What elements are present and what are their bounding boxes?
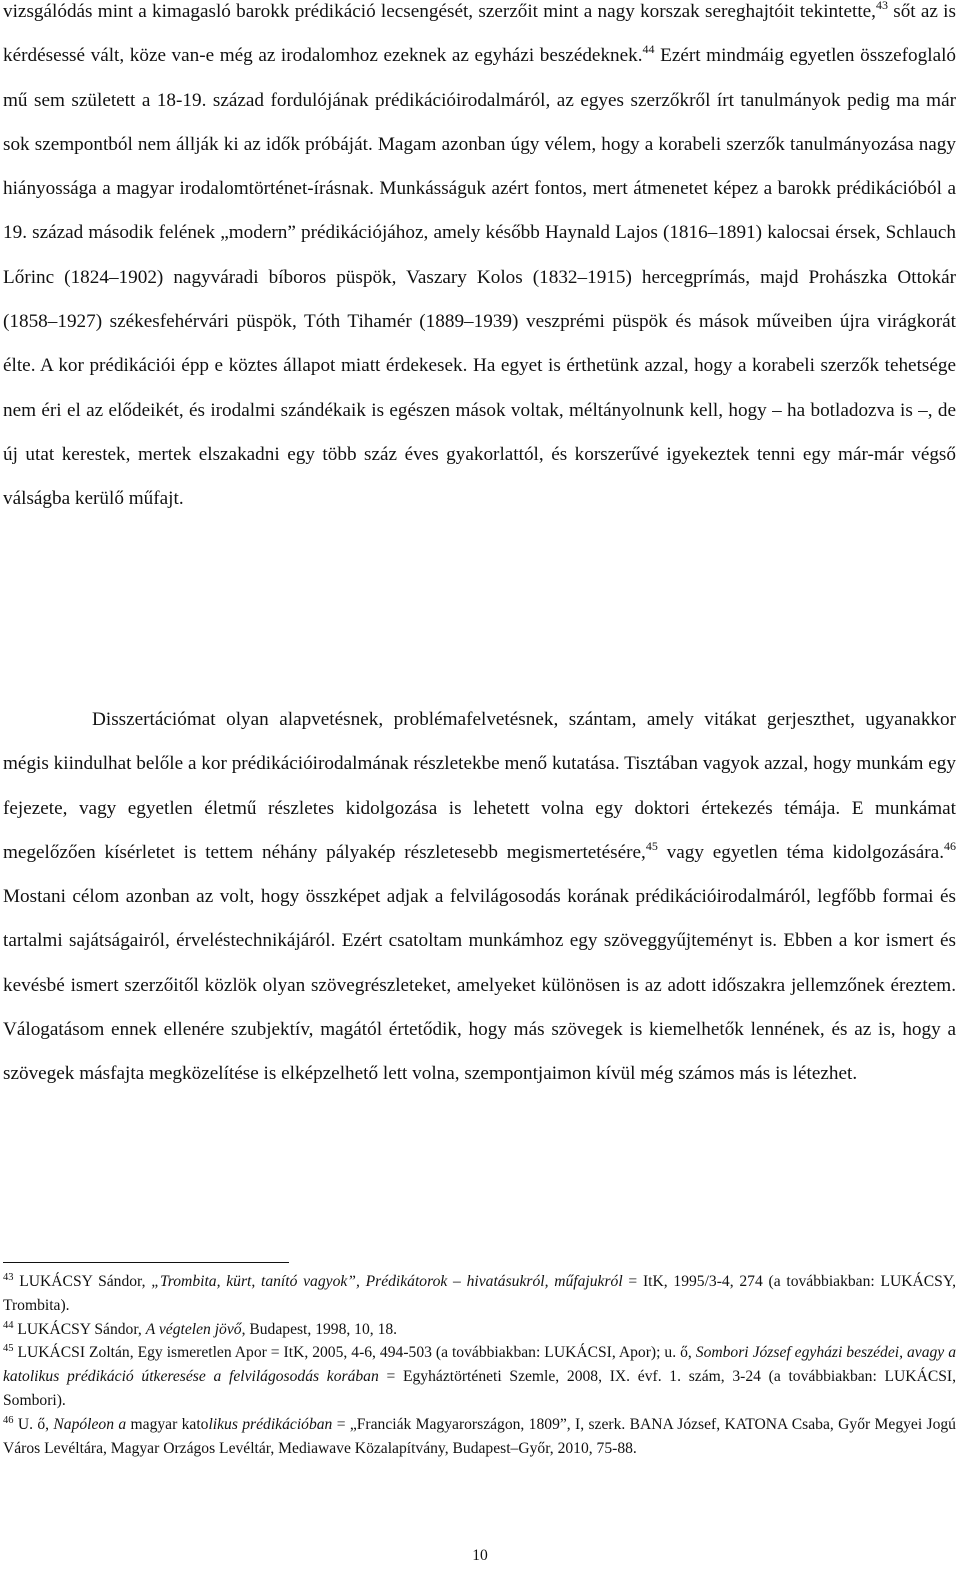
footnote-text: LUKÁCSI Zoltán, Egy ismeretlen Apor = ItK, 2005, 4-6, 494-503 (a továbbiakban: LUKÁCSI, Apor); u. ő, xyxy=(13,1344,696,1362)
footnote-ref-44[interactable]: 44 xyxy=(642,42,655,57)
footnote-title: Napóleon a xyxy=(53,1415,127,1433)
paragraph-text: Ezért mindmáig egyetlen összefoglaló mű sem született a 18-19. század fordulójának prédikációirodalmáról, az egyes szerzőkről írt tanulmányok pedig ma már sok szempontból nem állják ki az idők próbáját. Magam azonban úgy vélem, hogy a korabeli szerzők tanulmányozása nagy hiányossága a magyar irodalomtörténet-írásnak. Munkásságuk azért fontos, mert átmenetet képez a barokk prédikációból a 19. század második felének „modern” prédikációjához, amely később Haynald Lajos (1816–1891) kalocsai érsek, Schlauch Lőrinc (1824–1902) nagyváradi bíboros püspök, Vaszary Kolos (1832–1915) hercegprímás, majd Prohászka Ottokár (1858–1927) székesfehérvári püspök, Tóth Tihamér (1889–1939) veszprémi püspök és mások műveiben újra virágkorát élte. A kor prédikációi épp e köztes állapot miatt érdekesek. Ha egyet is érthetünk azzal, hogy a korabeli szerzők tehetsége nem éri el az elődeikét, és irodalmi szándékaik is egészen mások voltak, méltányolnunk kell, hogy – ha botladozva is –, de új utat kerestek, mertek elszakadni egy több száz éves gyakorlattól, és korszerűvé igyekeztek tenni egy már-már végső válságba kerülő műfajt. xyxy=(3,45,957,510)
footnote-ref-45[interactable]: 45 xyxy=(645,838,658,853)
footnote-text: = ItK, 1995/3-4, 274 (a továbbiakban: LUKÁCSY, Trombita). xyxy=(3,1273,956,1314)
footnote-number: 43 xyxy=(3,1272,14,1283)
paragraph-text: sőt az is kérdésessé vált, köze van-e még az irodalomhoz ezeknek az egyházi beszédeknek. xyxy=(3,1,956,67)
footnote-45 xyxy=(3,1341,956,1412)
footnote-text: U. ő, xyxy=(13,1415,54,1433)
footnote-text: magyar kato xyxy=(126,1415,209,1433)
paragraph-text: Mostani célom azonban az volt, hogy összképet adjak a felvilágosodás korának prédikációirodalmáról, legfőbb formai és tartalmi sajátságairól, érveléstechnikájáról. Ezért csatoltam munkámhoz egy szöveggyűjteményt is. Ebben a kor ismert és kevésbé ismert szerzőitől közlök olyan szövegrészleteket, amelyeket különösen is az adott időszakra jellemzőnek éreztem. Válogatásom ennek ellenére szubjektív, magától értetődik, hogy más szövegek is kiemelhetők lennének, és az is, hogy a szövegek másfajta megközelítése is elképzelhető lett volna, szempontjaimon kívül még számos más is létezhet. xyxy=(3,886,956,1085)
paragraph-text: Disszertációmat olyan alapvetésnek, problémafelvetésnek, szántam, amely vitákat gerjeszthet, ugyanakkor mégis kiindulhat belőle a kor prédikációirodalmának részletekbe menő kutatása. Tisztában vagyok azzal, hogy munkám egy fejezete, vagy egyetlen életmű részletes kidolgozása is lehetett volna egy doktori értekezés témája. E munkámat megelőzően kísérletet is tettem néhány pályakép részletesebb megismertetésére, xyxy=(3,709,956,863)
footnote-46 xyxy=(3,1413,956,1461)
footnote-43 xyxy=(3,1270,956,1318)
footnote-text: , Budapest, 1998, 10, 18. xyxy=(241,1320,398,1338)
footnote-title: „Trombita, kürt, tanító vagyok”, Prédikátorok – hivatásukról, műfajukról xyxy=(151,1273,623,1290)
footnote-text: LUKÁCSY Sándor, xyxy=(13,1273,152,1290)
footnote-number: 46 xyxy=(3,1414,14,1426)
footnote-text: = Egyháztörténeti Szemle, 2008, IX. évf. 1. szám, 3-24 (a továbbiakban: LUKÁCSI, Sombori). xyxy=(3,1368,956,1409)
footnote-number: 45 xyxy=(3,1343,14,1355)
footnote-title: A végtelen jövő xyxy=(145,1320,242,1338)
body-paragraph-1 xyxy=(3,0,956,522)
footnotes xyxy=(3,1270,956,1460)
paragraph-text: vizsgálódás mint a kimagasló barokk prédikáció lecsengését, szerzőit mint a nagy korszak sereghajtóit tekintette, xyxy=(3,1,876,22)
paragraph-text: vagy egyetlen téma kidolgozására. xyxy=(657,841,944,863)
footnote-number: 44 xyxy=(3,1319,14,1331)
footnote-ref-46[interactable]: 46 xyxy=(944,838,956,853)
footnote-divider xyxy=(3,1262,289,1263)
footnote-44 xyxy=(3,1318,956,1342)
page-number: 10 xyxy=(472,1547,488,1564)
body-paragraph-2 xyxy=(3,698,956,1097)
footnote-ref-43[interactable]: 43 xyxy=(875,0,888,12)
footnote-text: = „Franciák Magyarországon, 1809”, I, szerk. BANA József, KATONA Csaba, Győr Megyei Jogú Város Levéltára, Magyar Orzágos Levéltár, Mediawave Közalapítvány, Budapest–Győr, 2010, 75-88. xyxy=(3,1415,956,1457)
footnote-text: LUKÁCSY Sándor, xyxy=(13,1320,146,1338)
footnote-title: likus prédikációban xyxy=(208,1415,333,1433)
footnote-title: Sombori József egyházi beszédei, avagy a katolikus prédikáció útkeresése a felvilágosodás korában xyxy=(3,1344,956,1386)
